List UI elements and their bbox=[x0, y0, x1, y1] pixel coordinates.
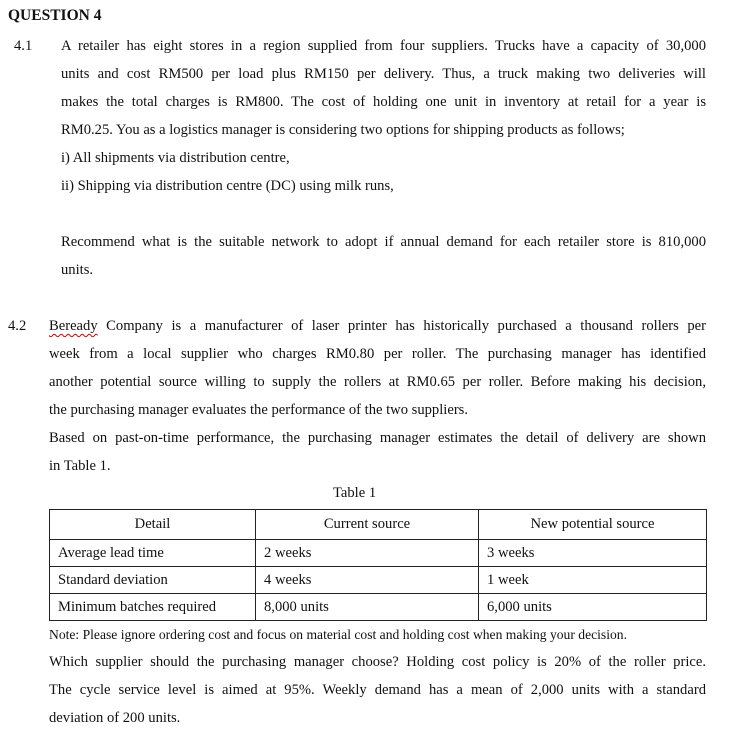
q41-recommend-line-2: units. bbox=[61, 262, 94, 278]
table-row bbox=[50, 540, 707, 567]
table-row bbox=[50, 567, 707, 594]
q42-based-line-1: Based on past-on-time performance, the purchasing manager estimates the detail of delivery are shown bbox=[49, 430, 706, 446]
q42-paragraph-line-3: another potential source willing to supply the rollers at RM0.65 per roller. Before making his decision, bbox=[49, 374, 706, 390]
q41-option-i: i) All shipments via distribution centre, bbox=[61, 150, 290, 166]
question-heading: QUESTION 4 bbox=[8, 7, 102, 24]
q41-paragraph-line-1: A retailer has eight stores in a region supplied from four suppliers. Trucks have a capacity of 30,000 bbox=[61, 38, 706, 54]
q41-paragraph-line-4: RM0.25. You as a logistics manager is considering two options for shipping products as follows; bbox=[61, 122, 625, 138]
table-cell: Minimum batches required bbox=[50, 594, 256, 621]
q42-paragraph-line-2: week from a local supplier who charges RM0.80 per roller. The purchasing manager has identified bbox=[49, 346, 706, 362]
q42-based-line-2: in Table 1. bbox=[49, 458, 111, 474]
company-name: Beready bbox=[49, 318, 98, 334]
question-4-1-number: 4.1 bbox=[14, 38, 33, 54]
table-cell: 1 week bbox=[479, 567, 707, 594]
q41-paragraph-line-3: makes the total charges is RM800. The cost of holding one unit in inventory at retail for a year is bbox=[61, 94, 706, 110]
table-row bbox=[50, 594, 707, 621]
q42-closing-line-1: Which supplier should the purchasing manager choose? Holding cost policy is 20% of the roller price. bbox=[49, 654, 706, 670]
table-header-cell: Detail bbox=[50, 510, 256, 540]
table-header-cell: Current source bbox=[256, 510, 479, 540]
table-cell: 3 weeks bbox=[479, 540, 707, 567]
question-4-2-number: 4.2 bbox=[8, 318, 27, 334]
table-header-row bbox=[50, 510, 707, 540]
q42-line-1-rest: Company is a manufacturer of laser printer has historically purchased a thousand rollers per bbox=[97, 318, 706, 334]
q42-paragraph-line-4: the purchasing manager evaluates the performance of the two suppliers. bbox=[49, 402, 469, 418]
q41-option-ii: ii) Shipping via distribution centre (DC) using milk runs, bbox=[61, 178, 394, 194]
table-note: Note: Please ignore ordering cost and focus on material cost and holding cost when making your decision. bbox=[49, 627, 627, 642]
q41-recommend-line-1: Recommend what is the suitable network to adopt if annual demand for each retailer store is 810,000 bbox=[61, 234, 706, 250]
q42-closing-line-2: The cycle service level is aimed at 95%. Weekly demand has a mean of 2,000 units with a standard bbox=[49, 682, 706, 698]
table-header-cell: New potential source bbox=[479, 510, 707, 540]
delivery-detail-table bbox=[49, 509, 707, 621]
table-cell: Standard deviation bbox=[50, 567, 256, 594]
table-caption: Table 1 bbox=[333, 485, 377, 501]
table-cell: 6,000 units bbox=[479, 594, 707, 621]
table-cell: 4 weeks bbox=[256, 567, 479, 594]
table-cell: 2 weeks bbox=[256, 540, 479, 567]
table-cell: Average lead time bbox=[50, 540, 256, 567]
q42-closing-line-3: deviation of 200 units. bbox=[49, 710, 181, 726]
q42-paragraph-line-1 bbox=[49, 318, 706, 335]
q41-paragraph-line-2: units and cost RM500 per load plus RM150 per delivery. Thus, a truck making two deliveries will bbox=[61, 66, 706, 82]
table-cell: 8,000 units bbox=[256, 594, 479, 621]
